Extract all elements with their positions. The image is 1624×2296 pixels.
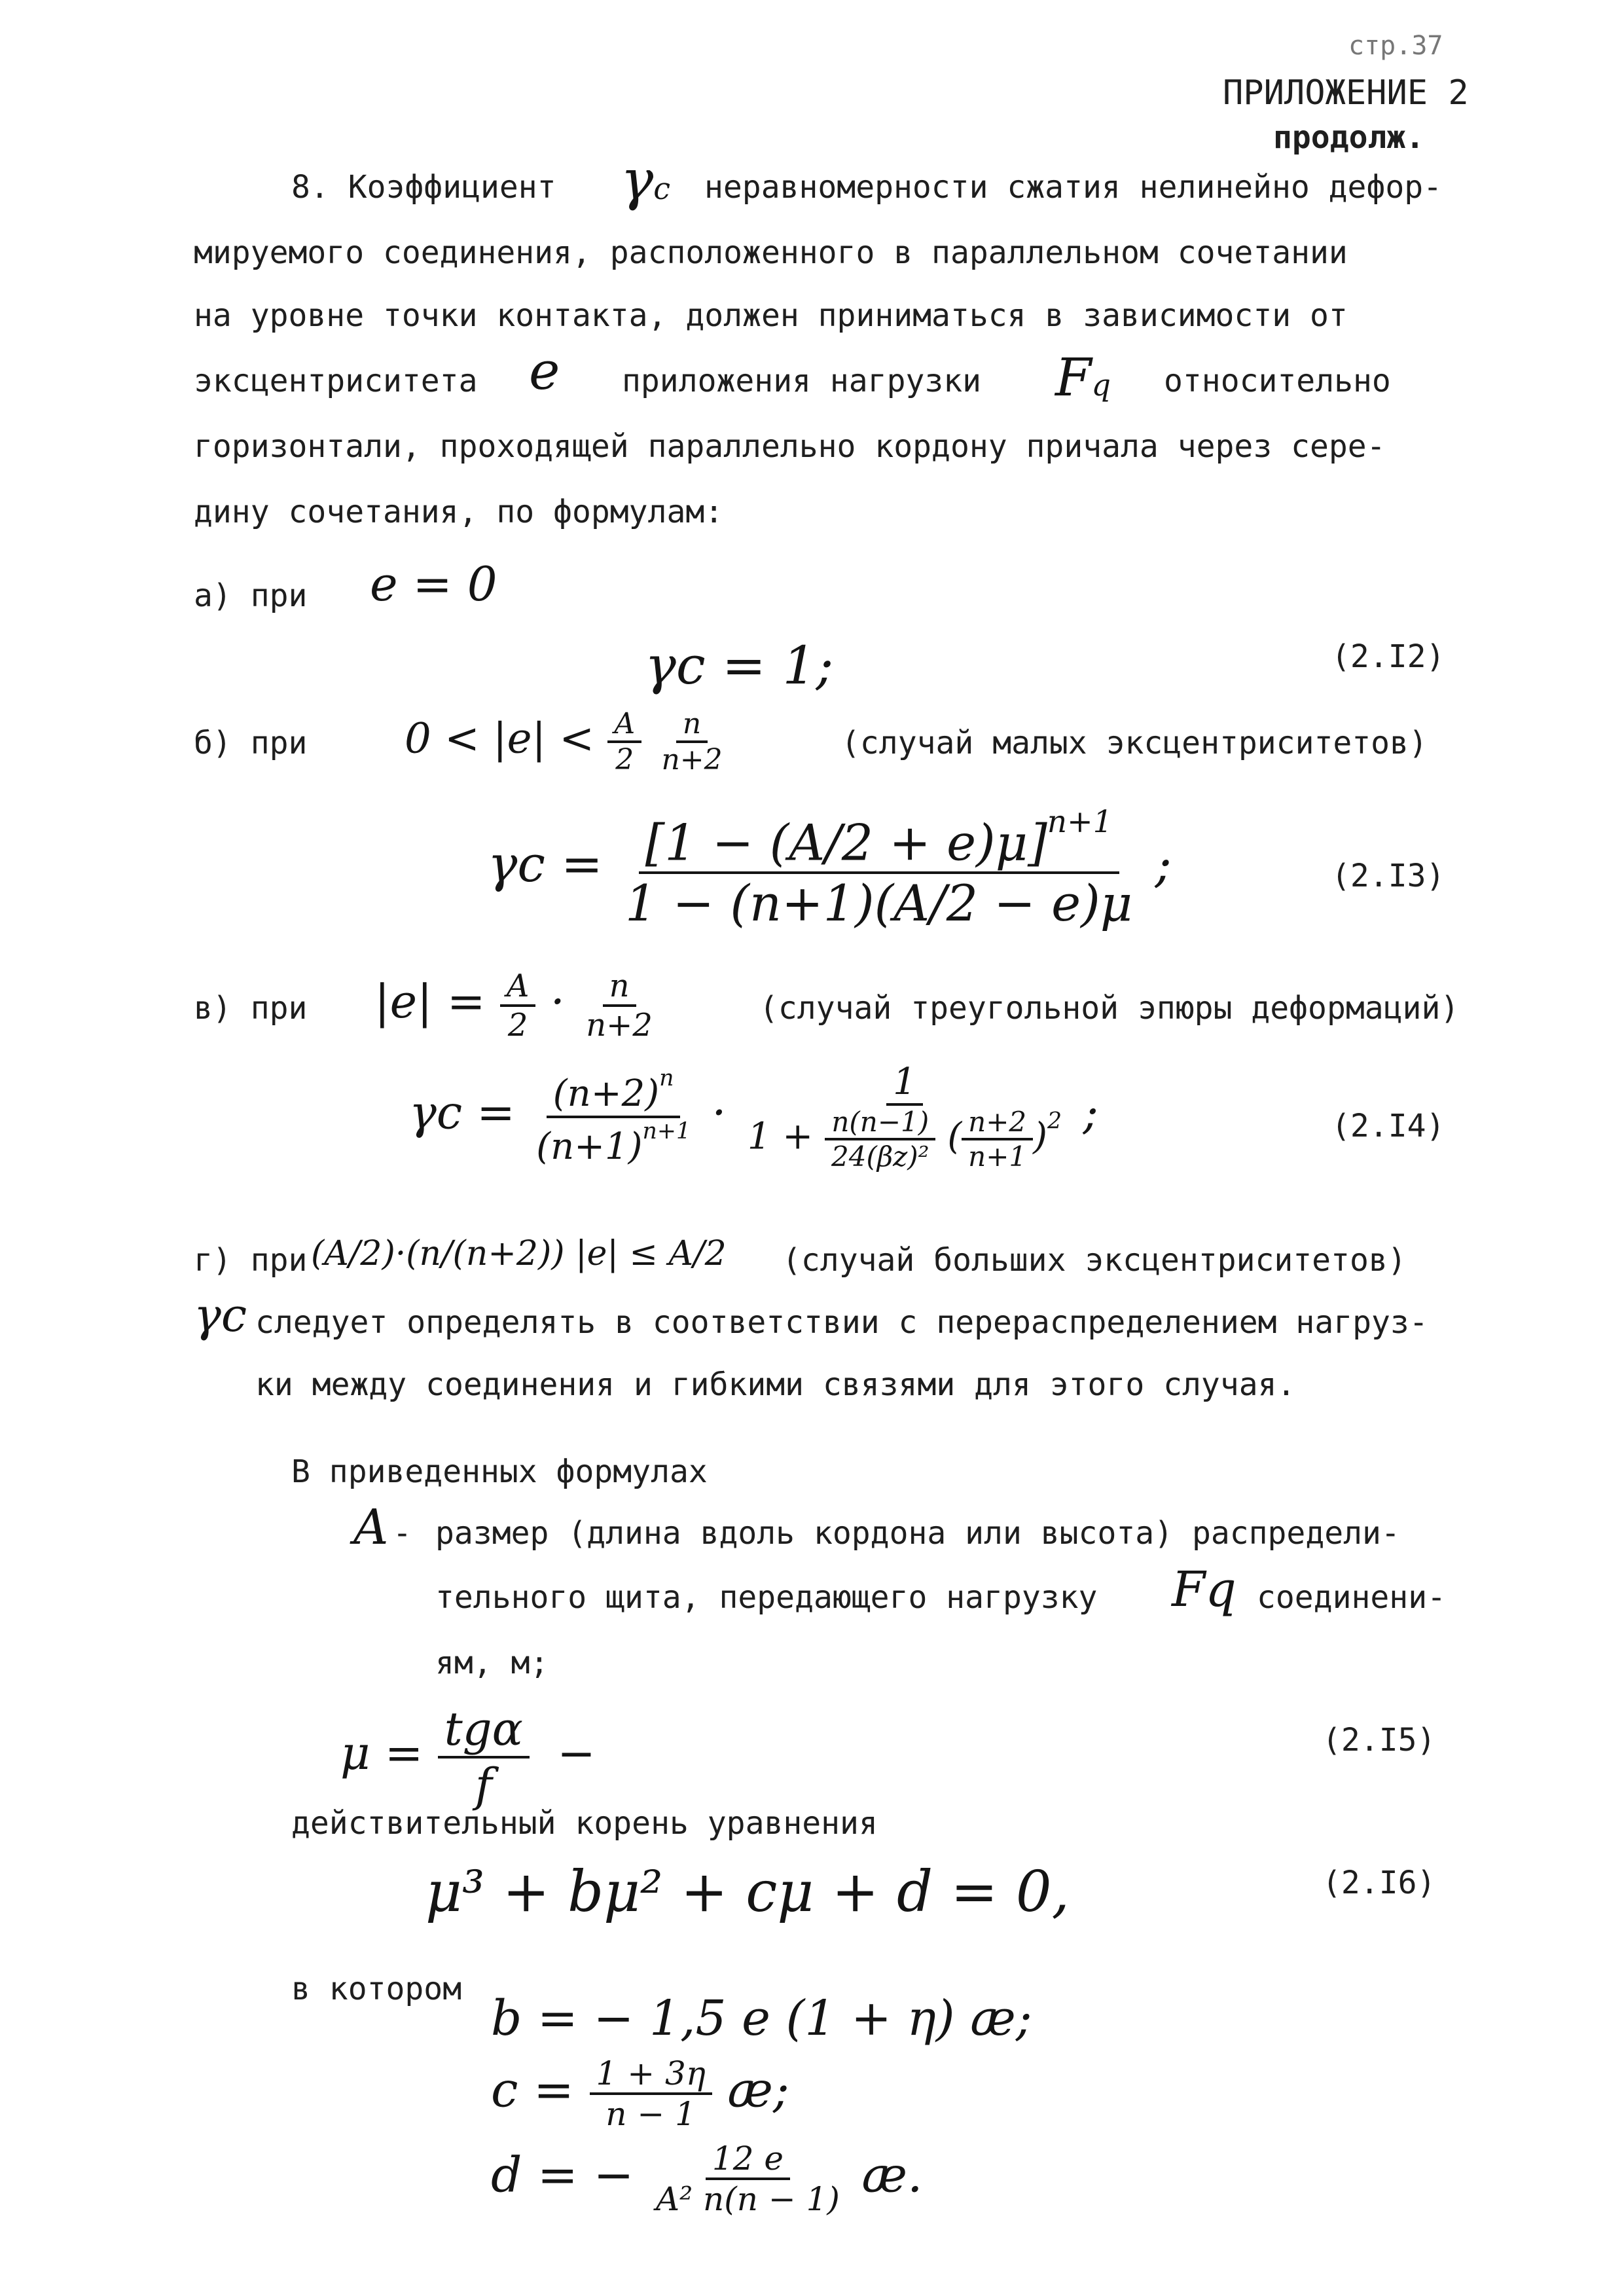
equation-number-2-12: (2.I2) bbox=[1331, 638, 1445, 675]
A-dash: - bbox=[393, 1515, 412, 1552]
equation-number-2-16: (2.I6) bbox=[1322, 1865, 1436, 1901]
definitions-heading: В приведенных формулах bbox=[291, 1453, 708, 1490]
equation-2-16: μ³ + bμ² + cμ + d = 0, bbox=[425, 1859, 1070, 1925]
case-c-note: (случай треугольной эпюры деформаций) bbox=[759, 990, 1460, 1027]
d-definition: d = − $\frac{12 e}{\text{A² n(n − 1)}}$ æ. bbox=[491, 2140, 923, 2218]
A-definition-line2-b: соединени- bbox=[1257, 1579, 1446, 1616]
equation-2-12: γc = 1; bbox=[645, 635, 834, 696]
case-d-label: г) при bbox=[194, 1242, 308, 1279]
continued-label: продолж. bbox=[1273, 119, 1425, 156]
A-definition-line3: ям, м; bbox=[435, 1645, 549, 1681]
equation-number-2-13: (2.I3) bbox=[1331, 858, 1445, 894]
section8-line5: горизонтали, проходящей параллельно кордону причала через сере- bbox=[194, 428, 1386, 465]
equation-number-2-14: (2.I4) bbox=[1331, 1108, 1445, 1144]
case-a-label: а) при bbox=[194, 577, 308, 614]
Fq-symbol: Fq bbox=[1055, 347, 1111, 408]
case-d-note: (случай больших эксцентриситетов) bbox=[782, 1242, 1407, 1279]
A-symbol: A bbox=[353, 1499, 389, 1556]
case-b-label: б) при bbox=[194, 725, 308, 761]
case-c-label: в) при bbox=[194, 990, 308, 1027]
case-a-condition: e = 0 bbox=[370, 556, 497, 611]
page-reference: стр.37 bbox=[1348, 31, 1443, 61]
section8-intro-a: 8. Коэффициент bbox=[291, 169, 556, 206]
section8-intro-b: неравномерности сжатия нелинейно дефор- bbox=[704, 169, 1443, 206]
section8-line4-c: относительно bbox=[1164, 363, 1391, 399]
equation-2-14: γc = $\frac{(n+2)^n}{(n+1)^{n+1}}$ · 1 1 + $\frac{n(n-1)}{\text{24(βz)²}}$ ( $\frac{n+2}{n+1}$ )$^2$ ; bbox=[409, 1061, 1098, 1173]
case-b-note: (случай малых эксцентриситетов) bbox=[841, 725, 1428, 761]
case-d-text-line1: следует определять в соответствии с перераспределением нагруз- bbox=[255, 1304, 1428, 1341]
A-definition-line2-a: тельного щита, передающего нагрузку bbox=[435, 1579, 1098, 1616]
case-d-symbol: γc bbox=[194, 1288, 247, 1342]
section8-line3: на уровне точки контакта, должен приниматься в зависимости от bbox=[194, 297, 1348, 334]
section8-line4-b: приложения нагрузки bbox=[622, 363, 982, 399]
root-text: действительный корень уравнения bbox=[291, 1805, 878, 1842]
in-which-text: в котором bbox=[291, 1971, 462, 2007]
equation-2-15: μ = $\frac{\text{tgα}}{f}$ − bbox=[340, 1702, 596, 1812]
section8-line2: мируемого соединения, расположенного в параллельном сочетании bbox=[194, 234, 1348, 271]
c-definition: c = $\frac{1 + 3\eta}{n - 1}$ æ; bbox=[491, 2054, 789, 2133]
case-d-condition: (A/2)·(n/(n+2)) |e| ≤ A/2 bbox=[311, 1234, 727, 1273]
appendix-title: ПРИЛОЖЕНИЕ 2 bbox=[1223, 73, 1469, 113]
A-definition-line1: размер (длина вдоль кордона или высота) распредели- bbox=[435, 1515, 1400, 1552]
Fq-symbol-2: Fq bbox=[1172, 1561, 1236, 1618]
equation-number-2-15: (2.I5) bbox=[1322, 1722, 1436, 1758]
case-d-text-line2: ки между соединения и гибкими связями для этого случая. bbox=[255, 1366, 1296, 1403]
case-c-condition: |e| = $\frac{A}{2}$ · $\frac{n}{n+2}$ bbox=[374, 968, 653, 1044]
case-b-condition: 0 < |e| < $\frac{A}{2}$ $\frac{n}{n+2}$ bbox=[405, 707, 723, 776]
e-symbol: e bbox=[529, 340, 560, 401]
section8-line6: дину сочетания, по формулам: bbox=[194, 494, 724, 530]
section8-line4-a: эксцентриситета bbox=[194, 363, 478, 399]
gamma-c-symbol: γc bbox=[621, 148, 670, 212]
equation-2-13: γc = $\frac{[1 - (A/2 + e)\mu]^{n+1}}{1 - (n+1)(A/2 - e)\mu}$ ; bbox=[488, 804, 1172, 933]
b-definition: b = − 1,5 e (1 + η) æ; bbox=[491, 1990, 1032, 2047]
